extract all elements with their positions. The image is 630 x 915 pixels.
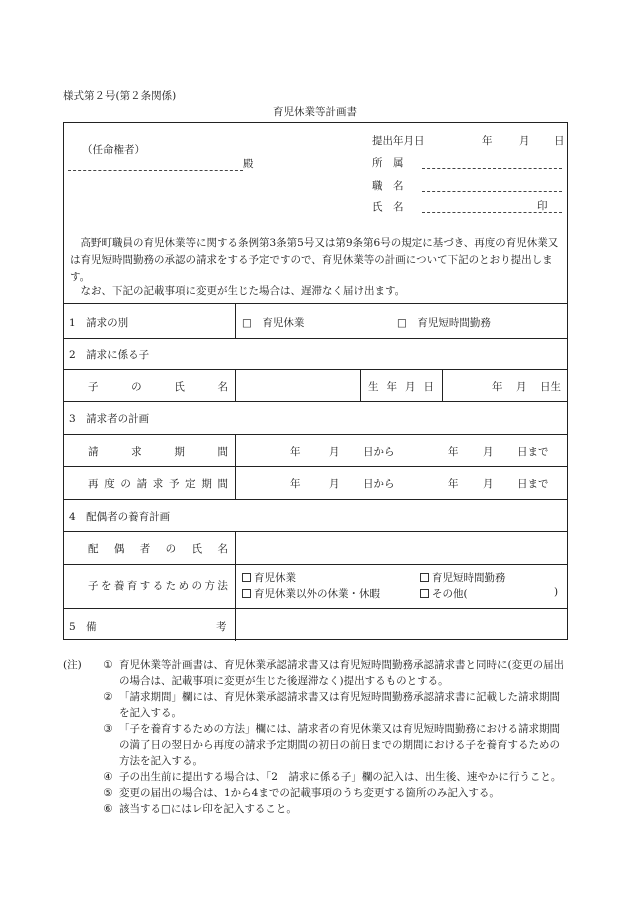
spouse-name-field[interactable]: [242, 535, 562, 559]
tono-label: 殿: [243, 158, 254, 170]
checkbox-icon: [420, 573, 429, 582]
period-from-year: 年: [290, 446, 301, 458]
birth-date-label: 生 年 月 日: [368, 381, 434, 393]
note-text: 子の出生前に提出する場合は、「2 請求に係る子」欄の記入は、出生後、速やかに行うこと。: [119, 771, 562, 783]
affiliation-field[interactable]: [422, 156, 562, 169]
birth-year-unit: 年: [492, 381, 503, 393]
method-childcare-leave[interactable]: 育児休業: [242, 570, 296, 585]
birth-month-unit: 月: [516, 381, 527, 393]
period-to-year: 年: [448, 446, 459, 458]
note-text: 変更の届出の場合は、1から4までの記載事項のうち変更する箇所のみ記入する。: [119, 787, 500, 799]
note-text: 「請求期間」欄には、育児休業承認請求書又は育児短時間勤務承認請求書に記載した請求期間を記入する。: [119, 691, 560, 719]
appointer-field[interactable]: [68, 157, 243, 171]
checkbox-icon: [242, 589, 251, 598]
note-number: ①: [103, 659, 113, 671]
method-other[interactable]: その他(: [420, 586, 468, 601]
notes-section: [63, 657, 568, 817]
replan-from-year: 年: [290, 478, 301, 490]
replan-to-year: 年: [448, 478, 459, 490]
submitted-date-label: 提出年月日: [372, 135, 425, 147]
checkbox-icon: [242, 573, 251, 582]
affiliation-label: 所 属: [372, 157, 404, 169]
section3-label: 3 請求者の計画: [69, 413, 150, 425]
form-number-label: 様式第２号(第２条関係): [63, 90, 177, 102]
intro-paragraph-2: なお、下記の記載事項に変更が生じた場合は、遅滞なく届け出ます。: [80, 285, 406, 297]
period-from-month: 月: [329, 446, 340, 458]
option-childcare-leave[interactable]: □ 育児休業: [242, 317, 305, 329]
section5-label: 5 備: [69, 621, 97, 633]
note-text: 「子を養育するための方法」欄には、請求者の育児休業又は育児短時間勤務における請求期間の満了日の翌日から再度の請求予定期間の初日の前日までの期間における子を養育するための方法を記入する。: [119, 723, 560, 767]
request-period-label: 請 求 期 間: [88, 446, 228, 458]
appointer-label: （任命権者）: [82, 144, 145, 156]
section4-label: 4 配偶者の養育計画: [69, 511, 171, 523]
note-number: ②: [103, 691, 113, 703]
position-field[interactable]: [422, 179, 562, 192]
note-number: ⑤: [103, 787, 113, 799]
child-name-label: 子 の 氏 名: [88, 381, 228, 393]
section2-label: 2 請求に係る子: [69, 349, 150, 361]
note-number: ③: [103, 723, 113, 735]
method-other-leave[interactable]: 育児休業以外の休業・休暇: [242, 586, 380, 601]
replan-from-month: 月: [329, 478, 340, 490]
intro-paragraph-1: 高野町職員の育児休業等に関する条例第3条第5号又は第9条第6号の規定に基づき、再度の育児休業又は育児短時間勤務の承認の請求をする予定ですので、育児休業等の計画について下記のとおり提出します。: [70, 237, 559, 283]
care-method-label: 子 を 養 育 す る た め の 方 法: [88, 580, 228, 592]
note-text: 該当する□にはレ印を記入すること。: [119, 803, 297, 815]
document-title: 育児休業等計画書: [273, 106, 357, 118]
submitted-year-unit: 年: [482, 135, 493, 147]
period-from-day: 日から: [363, 446, 395, 458]
method-other-close: ): [554, 586, 559, 598]
replan-from-day: 日から: [363, 478, 395, 490]
notes-head: (注): [63, 659, 82, 671]
note-number: ⑥: [103, 803, 113, 815]
period-to-month: 月: [483, 446, 494, 458]
checkbox-icon: [420, 589, 429, 598]
plan-form: [63, 122, 568, 640]
method-short-hours[interactable]: 育児短時間勤務: [420, 570, 506, 585]
period-to-day: 日まで: [517, 446, 549, 458]
note-number: ④: [103, 771, 113, 783]
option-short-hours[interactable]: □ 育児短時間勤務: [397, 317, 491, 329]
child-name-field[interactable]: [242, 373, 354, 397]
submitted-day-unit: 日: [554, 135, 565, 147]
birth-day-unit: 日生: [540, 381, 561, 393]
spouse-name-label: 配 偶 者 の 氏 名: [88, 543, 228, 555]
section1-label: 1 請求の別: [69, 317, 129, 329]
note-text: 育児休業等計画書は、育児休業承認請求書又は育児短時間勤務承認請求書と同時に(変更の届出の場合は、記載事項に変更が生じた後遅滞なく)提出するものとする。: [119, 659, 565, 687]
replan-to-day: 日まで: [517, 478, 549, 490]
submitted-month-unit: 月: [519, 135, 530, 147]
seal-mark: 印: [537, 200, 548, 212]
replan-period-label: 再 度 の 請 求 予 定 期 間: [88, 478, 228, 490]
section5-label-end: 考: [216, 621, 227, 633]
position-label: 職 名: [372, 180, 404, 192]
remarks-field[interactable]: [242, 613, 562, 637]
replan-to-month: 月: [483, 478, 494, 490]
name-label: 氏 名: [372, 201, 404, 213]
